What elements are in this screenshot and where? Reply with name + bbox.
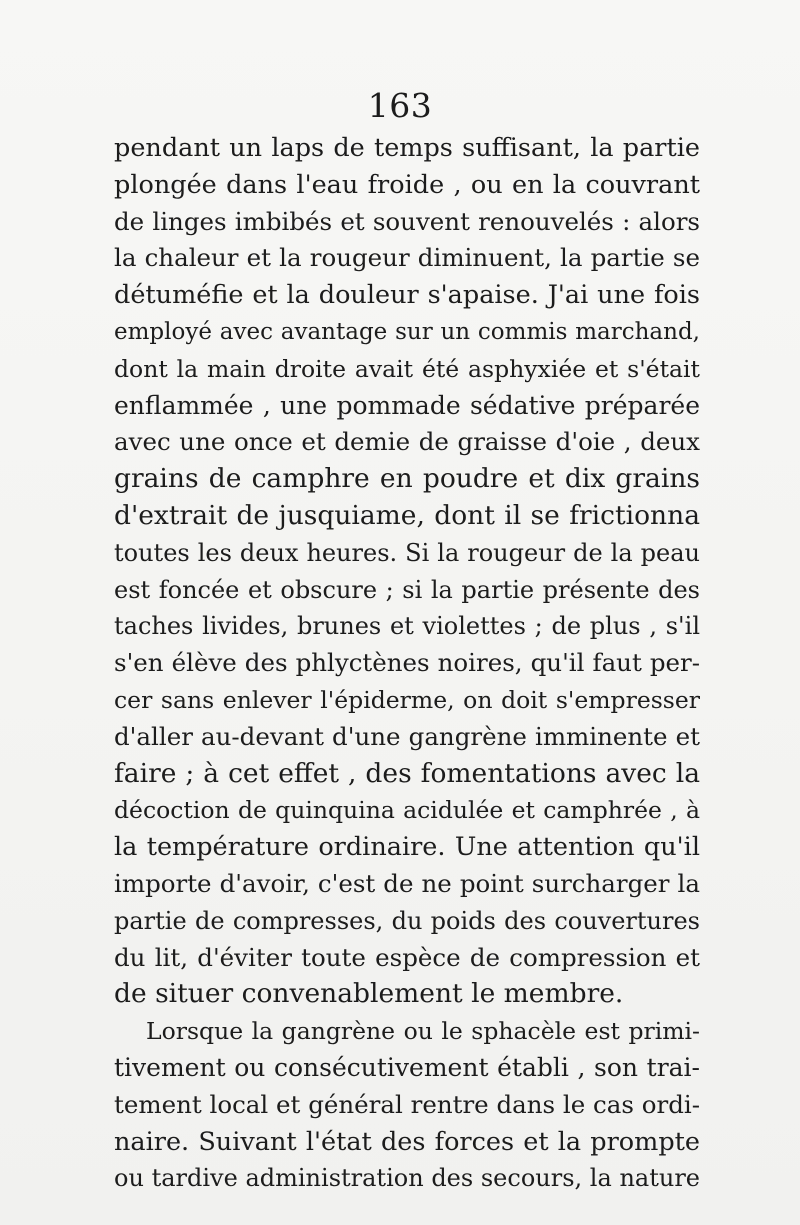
text-line: enflammée , une pommade sédative préparée [114,390,700,420]
text-line: décoction de quinquina acidulée et camphrée , à [114,796,700,825]
text-line: est foncée et obscure ; si la partie présente des [114,575,700,604]
text-line: dont la main droite avait été asphyxiée et s'était [114,354,700,383]
text-line: détuméfie et la douleur s'apaise. J'ai une fois [114,280,700,311]
text-line: taches livides, brunes et violettes ; de plus , s'il [114,612,700,641]
paragraph-end-line: de situer convenablement le membre. [114,978,624,1010]
text-line: importe d'avoir, c'est de ne point surcharger la [114,868,700,898]
paragraph-start-line: Lorsque la gangrène ou le sphacèle est primi- [146,1017,700,1046]
text-line: la chaleur et la rougeur diminuent, la partie se [114,243,700,273]
body-text [114,130,700,1197]
text-line: partie de compresses, du poids des couvertures [114,906,700,935]
text-line: tement local et général rentre dans le cas ordi- [114,1089,700,1119]
text-line: ou tardive administration des secours, la nature [114,1164,700,1193]
text-line: naire. Suivant l'état des forces et la prompte [114,1126,700,1157]
text-line: cer sans enlever l'épiderme, on doit s'empresser [114,685,700,714]
page-number: 163 [367,86,433,125]
text-line: de linges imbibés et souvent renouvelés : alors [114,206,700,236]
text-line: du lit, d'éviter toute espèce de compression et [114,942,700,972]
text-line: d'aller au-devant d'une gangrène imminente et [114,721,700,751]
text-line: d'extrait de jusquiame, dont il se frictionna [114,499,700,531]
text-line: toutes les deux heures. Si la rougeur de la peau [114,538,700,567]
text-line: employé avec avantage sur un commis marchand, [114,318,700,345]
text-line: plongée dans l'eau froide , ou en la couvrant [114,169,700,200]
text-line: tivement ou consécutivement établi , son trai- [114,1052,700,1082]
text-line: avec une once et demie de graisse d'oie , deux [114,427,700,457]
text-line: la température ordinaire. Une attention qu'il [114,832,700,863]
text-line: s'en élève des phlyctènes noires, qu'il faut per- [114,648,700,678]
text-line: grains de camphre en poudre et dix grains [114,463,700,495]
text-line: faire ; à cet effet , des fomentations avec la [114,757,700,789]
text-line: pendant un laps de temps suffisant, la partie [114,133,700,163]
